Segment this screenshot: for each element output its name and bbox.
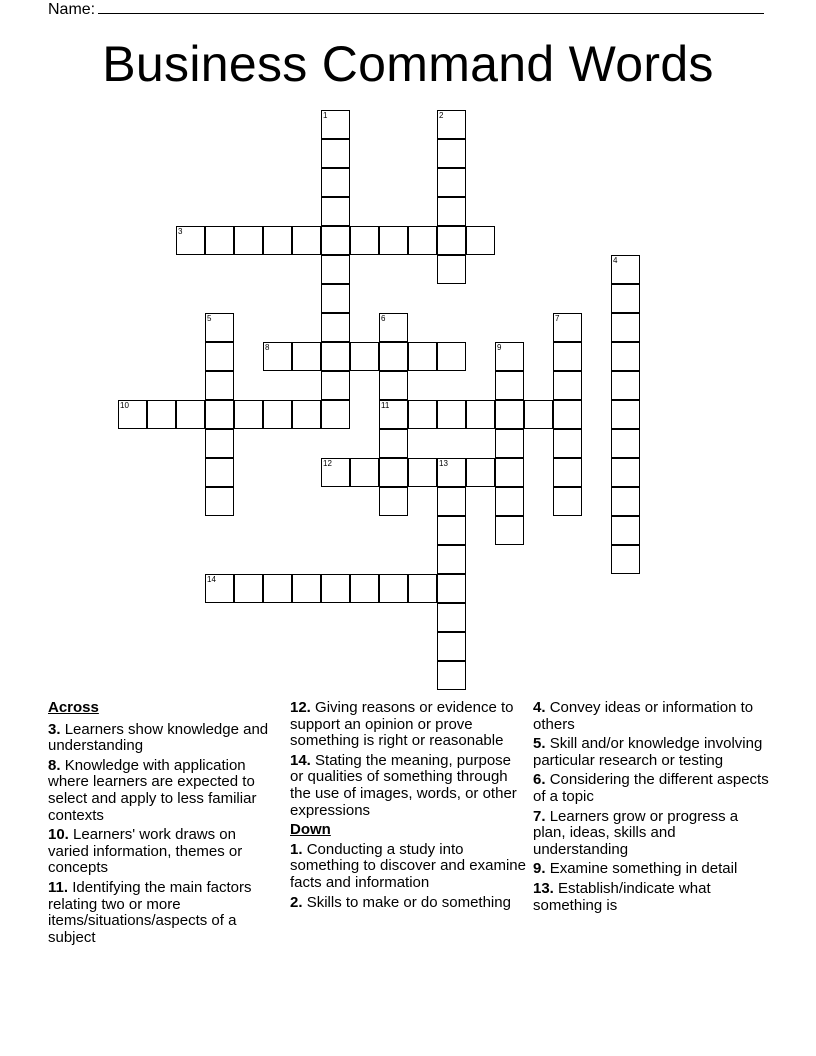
clue-number: 11. — [48, 878, 69, 896]
clue-item — [48, 722, 280, 755]
grid-cell[interactable] — [553, 458, 582, 487]
clue-number: 10. — [48, 826, 69, 844]
grid-cell[interactable] — [611, 313, 640, 342]
clue-item — [533, 861, 773, 878]
grid-cell[interactable] — [263, 226, 292, 255]
clue-number: 14. — [290, 751, 311, 769]
grid-cell[interactable] — [466, 458, 495, 487]
grid-cell[interactable] — [611, 284, 640, 313]
clue-item — [533, 881, 773, 914]
grid-cell[interactable] — [495, 487, 524, 516]
grid-cell[interactable] — [205, 429, 234, 458]
down-clue-list-continued — [533, 700, 773, 914]
grid-cell[interactable] — [466, 226, 495, 255]
clue-text: Learners grow or progress a plan, ideas, skills and understanding — [533, 807, 739, 858]
clue-number-label: 12 — [323, 459, 332, 468]
clue-number-label: 3 — [178, 227, 183, 236]
clue-text: Knowledge with application where learners are expected to select and apply to less familiar contexts — [48, 756, 257, 824]
clue-text: Learners' work draws on varied information, themes or concepts — [48, 826, 243, 877]
grid-cell[interactable] — [321, 255, 350, 284]
clue-number-label: 13 — [439, 459, 448, 468]
grid-cell[interactable] — [408, 226, 437, 255]
clue-text: Convey ideas or information to others — [533, 699, 754, 733]
grid-cell[interactable] — [437, 632, 466, 661]
grid-cell[interactable] — [437, 168, 466, 197]
clue-number-label: 14 — [207, 575, 216, 584]
grid-cell[interactable] — [437, 226, 466, 255]
grid-cell[interactable] — [611, 400, 640, 429]
clue-text: Learners show knowledge and understanding — [48, 720, 269, 755]
clue-number-label: 1 — [323, 111, 328, 120]
grid-cell[interactable] — [437, 516, 466, 545]
grid-cell[interactable] — [437, 487, 466, 516]
grid-cell[interactable] — [437, 400, 466, 429]
name-label: Name: — [48, 1, 96, 18]
clue-item — [48, 880, 280, 946]
clue-number-label: 9 — [497, 343, 502, 352]
grid-cell[interactable] — [611, 545, 640, 574]
grid-cell[interactable] — [379, 487, 408, 516]
grid-cell[interactable] — [437, 661, 466, 690]
grid-cell[interactable] — [611, 458, 640, 487]
grid-cell[interactable] — [437, 197, 466, 226]
grid-cell[interactable] — [321, 400, 350, 429]
grid-cell[interactable] — [321, 313, 350, 342]
grid-cell[interactable] — [495, 371, 524, 400]
clue-number: 5. — [533, 735, 546, 753]
grid-cell[interactable] — [437, 342, 466, 371]
grid-cell[interactable] — [205, 400, 234, 429]
grid-cell[interactable] — [205, 458, 234, 487]
grid-cell[interactable] — [176, 400, 205, 429]
clue-column-3 — [533, 700, 773, 917]
clue-item — [533, 809, 773, 859]
clue-item — [290, 842, 526, 892]
grid-cell[interactable] — [234, 574, 263, 603]
clue-text: Considering the different aspects of a topic — [533, 771, 769, 805]
clue-number: 3. — [48, 720, 61, 738]
grid-cell[interactable] — [495, 458, 524, 487]
clue-item — [290, 700, 526, 750]
clue-text: Conducting a study into something to discover and examine facts and information — [290, 840, 526, 891]
grid-cell[interactable] — [379, 342, 408, 371]
across-clue-list-continued — [290, 700, 526, 819]
grid-cell[interactable] — [437, 603, 466, 632]
grid-cell[interactable] — [292, 342, 321, 371]
grid-cell[interactable] — [205, 226, 234, 255]
grid-cell[interactable] — [611, 342, 640, 371]
grid-cell[interactable] — [408, 574, 437, 603]
grid-cell[interactable] — [495, 400, 524, 429]
grid-cell[interactable] — [437, 139, 466, 168]
down-clue-list — [290, 842, 526, 911]
grid-cell[interactable] — [611, 429, 640, 458]
across-clue-list — [48, 722, 280, 947]
clue-column-1 — [48, 700, 280, 949]
clue-number-label: 7 — [555, 314, 560, 323]
grid-cell[interactable] — [495, 516, 524, 545]
grid-cell[interactable] — [379, 226, 408, 255]
clue-text: Giving reasons or evidence to support an opinion or prove something is right or reasonable — [290, 699, 514, 750]
grid-cell[interactable] — [263, 574, 292, 603]
clue-number-label: 8 — [265, 343, 270, 352]
clue-number: 6. — [533, 771, 546, 789]
clue-item — [533, 700, 773, 733]
grid-cell[interactable] — [350, 342, 379, 371]
grid-cell[interactable] — [321, 139, 350, 168]
grid-cell[interactable] — [379, 574, 408, 603]
clue-text: Identifying the main factors relating two or more items/situations/aspects of a subject — [48, 878, 252, 946]
clue-number: 2. — [290, 893, 303, 911]
page-title: Business Command Words — [102, 36, 714, 92]
clue-number: 9. — [533, 860, 546, 878]
clue-number: 13. — [533, 879, 554, 897]
grid-cell[interactable] — [292, 400, 321, 429]
grid-cell[interactable] — [553, 429, 582, 458]
grid-cell[interactable] — [466, 400, 495, 429]
grid-cell[interactable] — [611, 371, 640, 400]
clue-column-2 — [290, 700, 526, 914]
grid-cell[interactable] — [321, 574, 350, 603]
clue-number-label: 2 — [439, 111, 444, 120]
grid-cell[interactable] — [350, 458, 379, 487]
clue-number-label: 10 — [120, 401, 129, 410]
grid-cell[interactable] — [379, 458, 408, 487]
clue-item — [48, 827, 280, 877]
clue-item — [48, 758, 280, 824]
grid-cell[interactable] — [611, 516, 640, 545]
grid-cell[interactable] — [553, 400, 582, 429]
clue-item — [533, 736, 773, 769]
clue-number-label: 11 — [381, 401, 390, 410]
grid-cell[interactable] — [292, 226, 321, 255]
grid-cell[interactable] — [321, 197, 350, 226]
grid-cell[interactable] — [205, 342, 234, 371]
clue-text: Skill and/or knowledge involving particular research or testing — [533, 735, 763, 769]
clue-item — [533, 772, 773, 805]
grid-cell[interactable] — [234, 226, 263, 255]
grid-cell[interactable] — [205, 487, 234, 516]
grid-cell[interactable] — [292, 574, 321, 603]
clue-number: 12. — [290, 699, 311, 716]
grid-cell[interactable] — [553, 342, 582, 371]
grid-cell[interactable] — [321, 168, 350, 197]
clue-number: 8. — [48, 756, 61, 774]
clue-number-label: 5 — [207, 314, 212, 323]
clue-number-label: 6 — [381, 314, 386, 323]
clue-text: Skills to make or do something — [306, 893, 511, 911]
clue-number: 1. — [290, 840, 303, 858]
grid-cell[interactable] — [408, 342, 437, 371]
grid-cell[interactable] — [495, 429, 524, 458]
grid-cell[interactable] — [147, 400, 176, 429]
grid-cell[interactable] — [205, 371, 234, 400]
clue-text: Establish/indicate what something is — [533, 879, 711, 914]
grid-cell[interactable] — [321, 371, 350, 400]
grid-cell[interactable] — [321, 284, 350, 313]
grid-cell[interactable] — [611, 487, 640, 516]
grid-cell[interactable] — [553, 371, 582, 400]
clue-number-label: 4 — [613, 256, 618, 265]
grid-cell[interactable] — [379, 371, 408, 400]
clue-number: 7. — [533, 807, 546, 825]
clue-item — [290, 895, 526, 912]
clue-text: Examine something in detail — [549, 860, 738, 878]
grid-cell[interactable] — [321, 226, 350, 255]
grid-cell[interactable] — [234, 400, 263, 429]
grid-cell[interactable] — [350, 574, 379, 603]
grid-cell[interactable] — [437, 255, 466, 284]
grid-cell[interactable] — [524, 400, 553, 429]
clue-number: 4. — [533, 699, 546, 716]
grid-cell[interactable] — [263, 400, 292, 429]
grid-cell[interactable] — [350, 226, 379, 255]
grid-cell[interactable] — [379, 429, 408, 458]
clue-item — [290, 753, 526, 819]
across-heading: Across — [48, 699, 99, 716]
grid-cell[interactable] — [408, 400, 437, 429]
grid-cell[interactable] — [321, 342, 350, 371]
grid-cell[interactable] — [437, 545, 466, 574]
grid-cell[interactable] — [408, 458, 437, 487]
down-heading: Down — [290, 821, 331, 839]
grid-cell[interactable] — [437, 574, 466, 603]
grid-cell[interactable] — [553, 487, 582, 516]
clue-text: Stating the meaning, purpose or qualities of something through the use of images, words, or other expressions — [290, 751, 517, 819]
